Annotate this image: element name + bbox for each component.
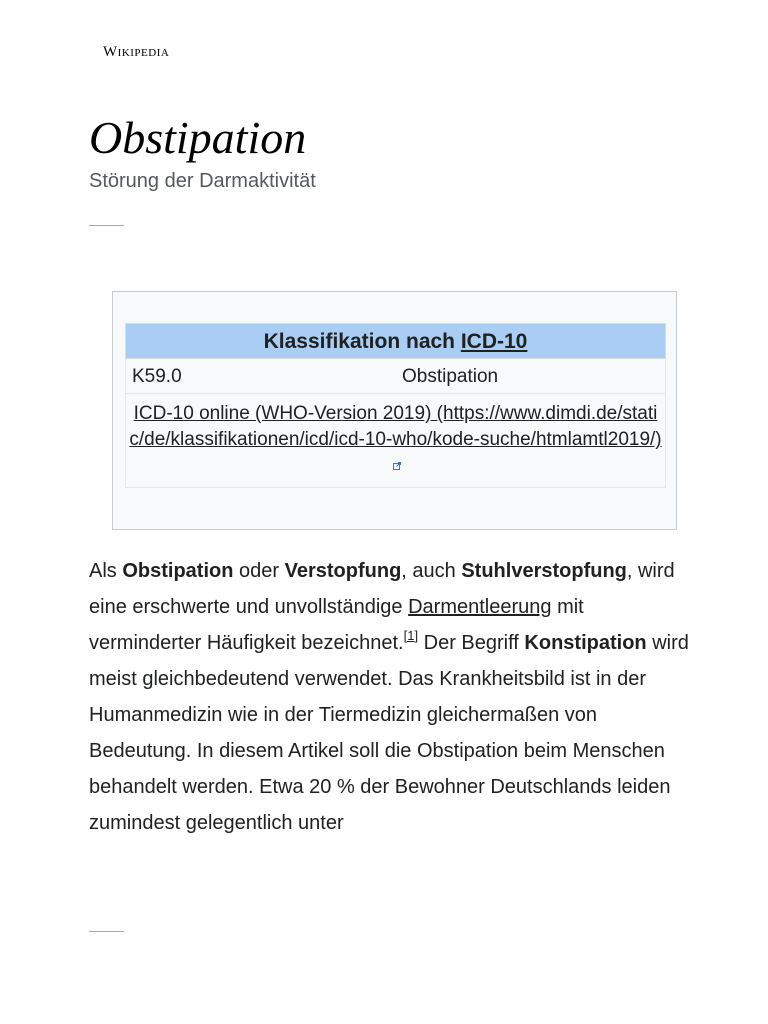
icd10-link[interactable]: ICD-10: [460, 330, 528, 353]
infobox: [112, 291, 677, 530]
infobox-table: [125, 323, 666, 488]
icd10-online-link[interactable]: ICD-10 online (WHO-Version 2019) (https://www.dimdi.de/static/de/klassifikationen/icd/icd-10-who/kode-suche/htmlamtl2019/): [129, 403, 662, 450]
page-title: Obstipation: [89, 112, 307, 163]
bold-term-konstipation: Konstipation: [524, 632, 647, 654]
text-segment: wird meist gleichbedeutend verwendet. Das Krankheitsbild ist in der Humanmedizin wie in der Tiermedizin gleichermaßen von Bedeutung. In diesem Artikel soll die Obstipation beim Menschen behandelt werden. Etwa 20 % der Bewohner Deutschlands leiden zumindest gelegentlich unter: [89, 632, 689, 834]
infobox-header: [125, 323, 666, 359]
title-divider: [89, 225, 124, 226]
infobox-link-cell: [125, 394, 666, 488]
external-link-icon: [393, 462, 401, 470]
infobox-header-label: Klassifikation nach: [263, 330, 455, 353]
text-segment: oder: [233, 560, 285, 582]
wikipedia-wordmark[interactable]: Wikipedia: [103, 44, 170, 60]
bold-term-stuhlverstopfung: Stuhlverstopfung: [461, 560, 627, 582]
text-segment: Als: [89, 560, 123, 582]
reference-link-1[interactable]: [1]: [403, 628, 419, 643]
bold-term-verstopfung: Verstopfung: [284, 560, 402, 582]
text-segment: Der Begriff: [418, 632, 525, 654]
text-segment: mit verminderter Häufigkeit bezeichnet.: [89, 596, 584, 654]
page-subtitle: Störung der Darmaktivität: [89, 170, 316, 192]
section-divider: [89, 931, 124, 932]
text-segment: , wird eine erschwerte und unvollständige: [89, 560, 675, 618]
text-segment: , auch: [401, 560, 462, 582]
article-intro-paragraph: [89, 553, 689, 841]
darmentleerung-link[interactable]: Darmentleerung: [408, 596, 552, 618]
icd-code: K59.0: [132, 366, 182, 387]
icd-name: Obstipation: [402, 366, 499, 387]
infobox-row: [125, 359, 666, 394]
bold-term-obstipation: Obstipation: [122, 560, 234, 582]
